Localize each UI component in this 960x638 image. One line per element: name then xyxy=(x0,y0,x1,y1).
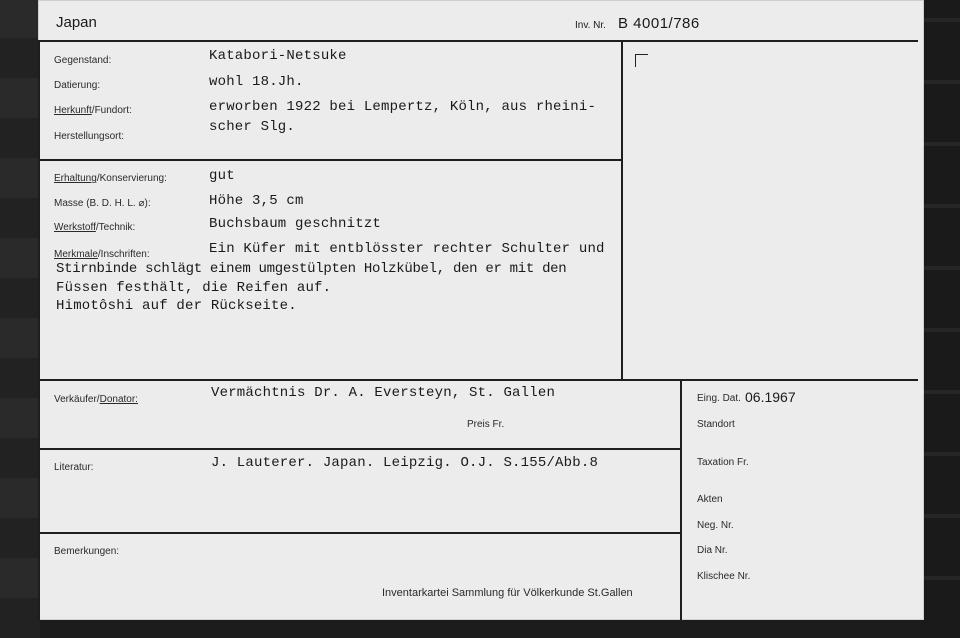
erhaltung-value: gut xyxy=(209,168,235,184)
eing-dat-label: Eing. Dat. xyxy=(697,393,741,404)
masse-label: Masse (B. D. H. L. ⌀): xyxy=(54,198,151,209)
inv-number-value: B 4001/786 xyxy=(618,15,700,32)
merkmale-label xyxy=(54,249,150,260)
werkstoff-value: Buchsbaum geschnitzt xyxy=(209,216,382,232)
preis-label: Preis Fr. xyxy=(467,419,505,430)
rule-section-3 xyxy=(38,448,682,450)
inv-number-label: Inv. Nr. xyxy=(575,20,606,31)
merkmale-line3: Füssen festhält, die Reifen auf. xyxy=(56,280,332,296)
werkstoff-label-b: /Technik: xyxy=(95,222,136,233)
merkmale-line2: Stirnbinde schlägt einem umgestülpten Holzkübel, den er mit den xyxy=(56,261,567,277)
herkunft-value-line2: scher Slg. xyxy=(209,119,296,135)
erhaltung-label-a: Erhaltung xyxy=(54,173,97,184)
erhaltung-label-b: /Konservierung: xyxy=(96,173,167,184)
literatur-label: Literatur: xyxy=(54,462,94,473)
merkmale-line4: Himotôshi auf der Rückseite. xyxy=(56,298,297,314)
rule-section-1 xyxy=(38,159,623,161)
verkaeufer-label-b: Donator: xyxy=(99,394,138,405)
eing-dat-value: 06.1967 xyxy=(745,389,796,405)
herkunft-label-a: Herkunft xyxy=(54,105,92,116)
herstellungsort-label: Herstellungsort: xyxy=(54,131,125,142)
bemerkungen-label: Bemerkungen: xyxy=(54,546,120,557)
akten-label: Akten xyxy=(697,494,723,505)
taxation-label: Taxation Fr. xyxy=(697,457,749,468)
verkaeufer-value: Vermächtnis Dr. A. Eversteyn, St. Gallen xyxy=(211,385,556,401)
region-title: Japan xyxy=(56,14,97,31)
corner-mark xyxy=(635,54,648,67)
gegenstand-value: Katabori-Netsuke xyxy=(209,48,347,64)
rule-top xyxy=(38,40,918,42)
verkaeufer-label xyxy=(54,394,138,405)
merkmale-line1: Ein Küfer mit entblösster rechter Schulter und xyxy=(209,241,605,257)
herkunft-label-b: /Fundort: xyxy=(91,105,132,116)
masse-value: Höhe 3,5 cm xyxy=(209,193,304,209)
rule-section-2 xyxy=(38,379,918,381)
backdrop-left xyxy=(0,0,40,638)
neg-nr-label: Neg. Nr. xyxy=(697,520,734,531)
standort-label: Standort xyxy=(697,419,735,430)
inventory-card xyxy=(38,0,924,620)
gegenstand-label: Gegenstand: xyxy=(54,55,112,66)
herkunft-value-line1: erworben 1922 bei Lempertz, Köln, aus rheini- xyxy=(209,99,597,115)
footer-text: Inventarkartei Sammlung für Völkerkunde St.Gallen xyxy=(382,587,633,599)
verkaeufer-label-a: Verkäufer/ xyxy=(54,394,100,405)
werkstoff-label-a: Werkstoff xyxy=(54,222,96,233)
rule-vertical-upper xyxy=(621,40,623,381)
merkmale-label-a: Merkmale xyxy=(54,249,98,260)
herkunft-label xyxy=(54,105,132,116)
datierung-label: Datierung: xyxy=(54,80,101,91)
merkmale-label-b: /Inschriften: xyxy=(97,249,150,260)
literatur-value: J. Lauterer. Japan. Leipzig. O.J. S.155/Abb.8 xyxy=(211,455,599,471)
werkstoff-label xyxy=(54,222,135,233)
backdrop-right xyxy=(920,0,960,638)
datierung-value: wohl 18.Jh. xyxy=(209,74,304,90)
rule-left xyxy=(38,40,40,620)
klischee-nr-label: Klischee Nr. xyxy=(697,571,751,582)
dia-nr-label: Dia Nr. xyxy=(697,545,728,556)
rule-vertical-lower xyxy=(680,379,682,620)
erhaltung-label xyxy=(54,173,167,184)
rule-section-4 xyxy=(38,532,682,534)
